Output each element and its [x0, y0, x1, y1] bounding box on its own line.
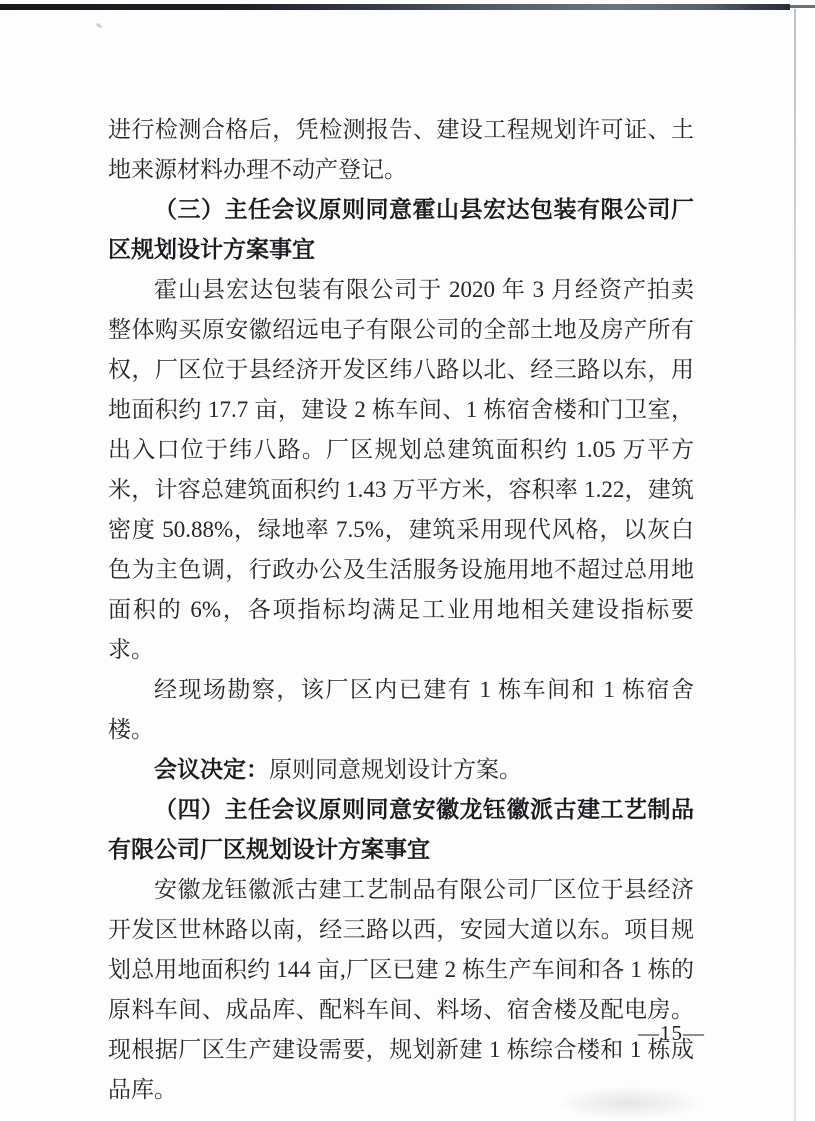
section-heading-item-3: （三）主任会议原则同意霍山县宏达包装有限公司厂区规划设计方案事宜: [108, 197, 694, 262]
decision-text: 原则同意规划设计方案。: [269, 757, 522, 782]
paper-edge-right: [794, 9, 796, 1121]
paragraph-continuation: 进行检测合格后，凭检测报告、建设工程规划许可证、土地来源材料办理不动产登记。: [108, 117, 694, 182]
paragraph-longyu-plan-details: 安徽龙钰徽派古建工艺制品有限公司厂区位于县经济开发区世林路以南，经三路以西，安园大道以东。项目规划总用地面积约 144 亩,厂区已建 2 栋生产车间和各 1 栋的原料车间、成品库、配料车间、料场、宿舍楼及配电房。现根据厂区生产建设需要，规划新建 1 栋综合楼和 1 栋成品库。: [108, 877, 694, 1102]
scan-edge-top-right: [790, 5, 815, 8]
page-number: —15—: [638, 1021, 705, 1045]
scan-speckle: [96, 23, 103, 29]
document-body: [108, 110, 694, 1110]
section-heading-item-4: （四）主任会议原则同意安徽龙钰徽派古建工艺制品有限公司厂区规划设计方案事宜: [108, 797, 694, 862]
decision-paragraph: [108, 750, 694, 790]
paragraph-site-survey: 经现场勘察，该厂区内已建有 1 栋车间和 1 栋宿舍楼。: [108, 677, 694, 742]
scan-edge-top: [0, 4, 790, 10]
paragraph-company-plan-details: 霍山县宏达包装有限公司于 2020 年 3 月经资产拍卖整体购买原安徽绍远电子有限公司的全部土地及房产所有权，厂区位于县经济开发区纬八路以北、经三路以东，用地面积约 17.7 亩，建设 2 栋车间、1 栋宿舍楼和门卫室，出入口位于纬八路。厂区规划总建筑面积约 1.05 万平方米，计容总建筑面积约 1.43 万平方米，容积率 1.22，建筑密度 50.88%，绿地率 7.5%，建筑采用现代风格，以灰白色为主色调，行政办公及生活服务设施用地不超过总用地面积的 6%，各项指标均满足工业用地相关建设指标要求。: [108, 277, 694, 662]
decision-label: 会议决定：: [154, 757, 269, 782]
